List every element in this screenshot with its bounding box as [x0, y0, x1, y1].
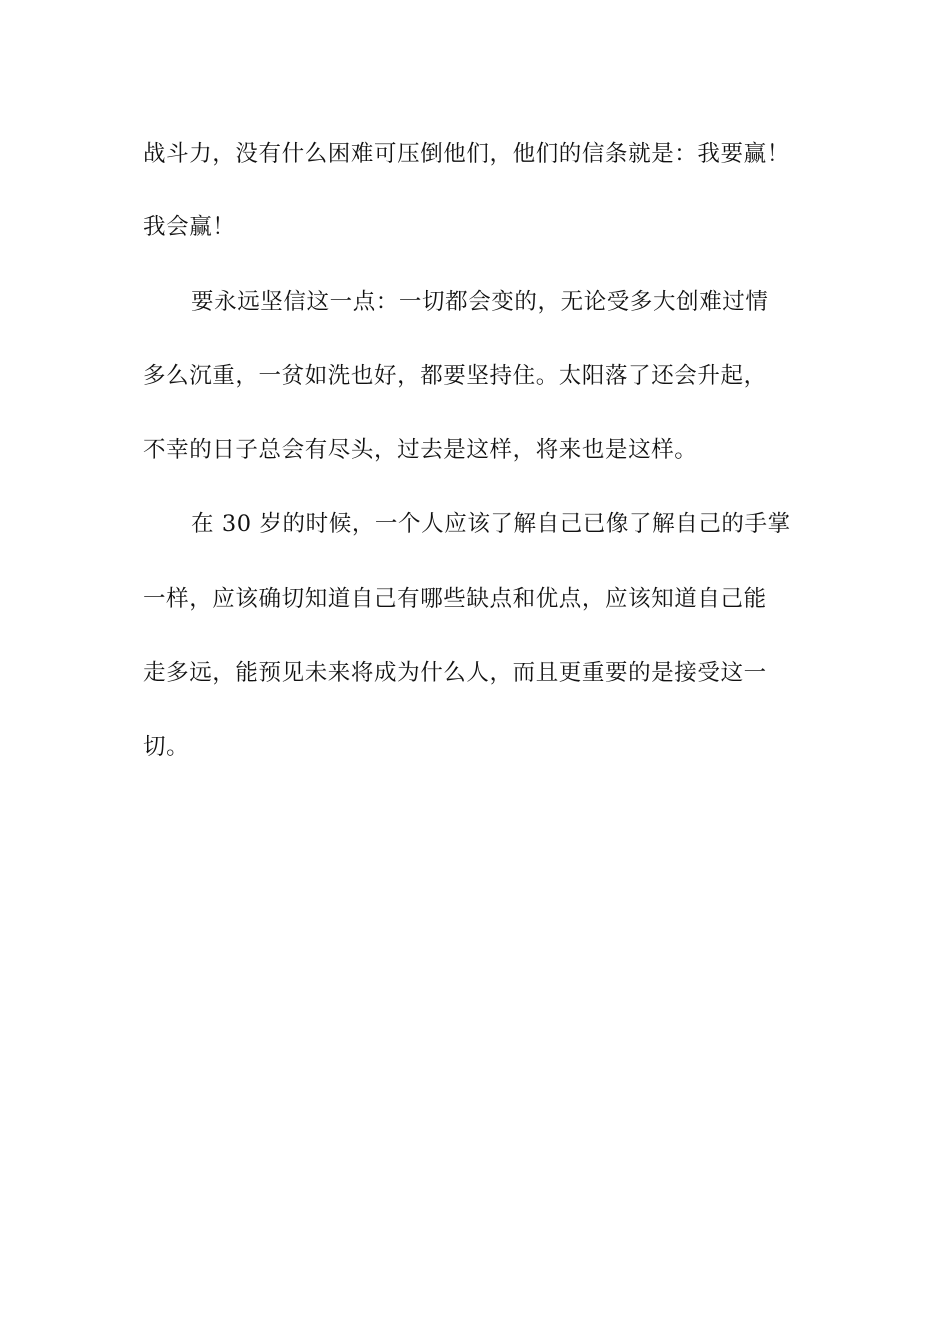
paragraph-3-line-1: 在 30 岁的时候，一个人应该了解自己已像了解自己的手掌 — [191, 511, 791, 537]
paragraph-3-line-4: 切。 — [143, 734, 190, 760]
paragraph-1-line-1: 战斗力，没有什么困难可压倒他们，他们的信条就是：我要赢！ — [143, 141, 790, 167]
paragraph-2-line-3: 不幸的日子总会有尽头，过去是这样，将来也是这样。 — [143, 437, 698, 463]
paragraph-3-line-3: 走多远，能预见未来将成为什么人，而且更重要的是接受这一 — [143, 660, 767, 686]
paragraph-2-line-1: 要永远坚信这一点：一切都会变的，无论受多大创难过情 — [191, 289, 769, 315]
paragraph-3-line-2: 一样，应该确切知道自己有哪些缺点和优点，应该知道自己能 — [143, 586, 767, 612]
paragraph-1-line-2: 我会赢！ — [143, 214, 236, 240]
paragraph-2-line-2: 多么沉重，一贫如洗也好，都要坚持住。太阳落了还会升起， — [143, 363, 767, 389]
